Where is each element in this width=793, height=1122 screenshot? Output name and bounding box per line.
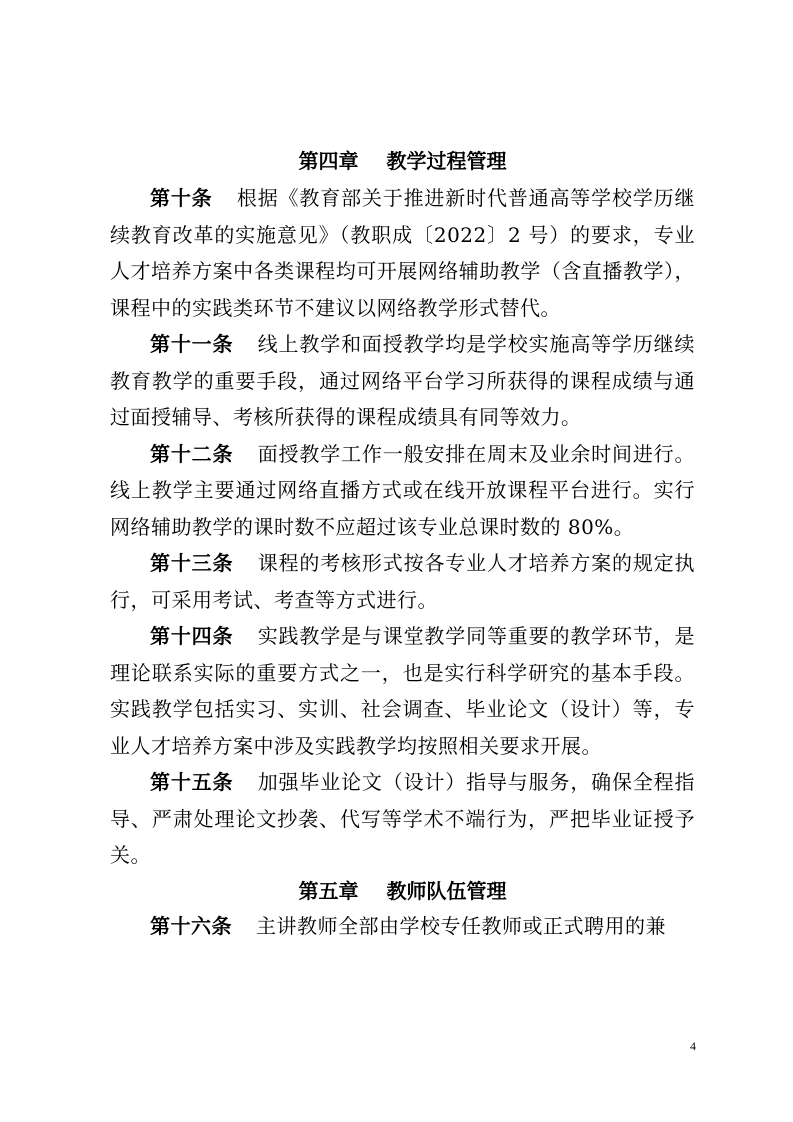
article-paragraph-10 [110,180,695,326]
chapter-number: 第四章 [298,149,359,173]
article-text: 根据《教育部关于推进新时代普通高等学校学历继续教育改革的实施意见》（教职成〔2022〕2 号）的要求，专业人才培养方案中各类课程均可开展网络辅助教学（含直播教学），课程中的实践类环节不建议以网络教学形式替代。 [110,186,696,320]
article-label: 第十三条 [150,551,234,575]
article-paragraph-13 [110,545,695,618]
article-label: 第十六条 [150,913,232,938]
article-label: 第十条 [150,186,213,210]
article-text: 线上教学和面授教学均是学校实施高等学历继续教育教学的重要手段，通过网络平台学习所获得的课程成绩与通过面授辅导、考核所获得的课程成绩具有同等效力。 [110,332,696,429]
chapter-heading-5 [110,878,695,904]
article-text: 主讲教师全部由学校专任教师或正式聘用的兼 [256,913,666,938]
article-text: 面授教学工作一般安排在周末及业余时间进行。线上教学主要通过网络直播方式或在线开放课程平台进行。实行网络辅助教学的课时数不应超过该专业总课时数的 80%。 [110,441,696,539]
article-label: 第十五条 [150,770,234,794]
article-paragraph-14 [110,618,695,764]
chapter-number: 第五章 [298,878,359,903]
chapter-title: 教学过程管理 [386,149,507,173]
article-paragraph-15 [110,764,695,874]
page-number: 4 [690,1039,696,1053]
article-label: 第十二条 [150,441,234,466]
article-paragraph-11 [110,326,695,436]
article-text: 加强毕业论文（设计）指导与服务，确保全程指导、严肃处理论文抄袭、代写等学术不端行为，严把毕业证授予关。 [110,770,696,867]
chapter-title: 教师队伍管理 [386,878,507,903]
article-label: 第十四条 [150,624,234,648]
article-text: 课程的考核形式按各专业人才培养方案的规定执行，可采用考试、考查等方式进行。 [110,551,696,612]
page-content [110,148,695,944]
article-paragraph-16 [110,908,695,945]
chapter-heading-4 [110,148,695,174]
article-label: 第十一条 [150,332,234,356]
article-paragraph-12 [110,436,695,546]
article-text: 实践教学是与课堂教学同等重要的教学环节，是理论联系实际的重要方式之一，也是实行科学研究的基本手段。实践教学包括实习、实训、社会调查、毕业论文（设计）等，专业人才培养方案中涉及实践教学均按照相关要求开展。 [110,624,696,758]
